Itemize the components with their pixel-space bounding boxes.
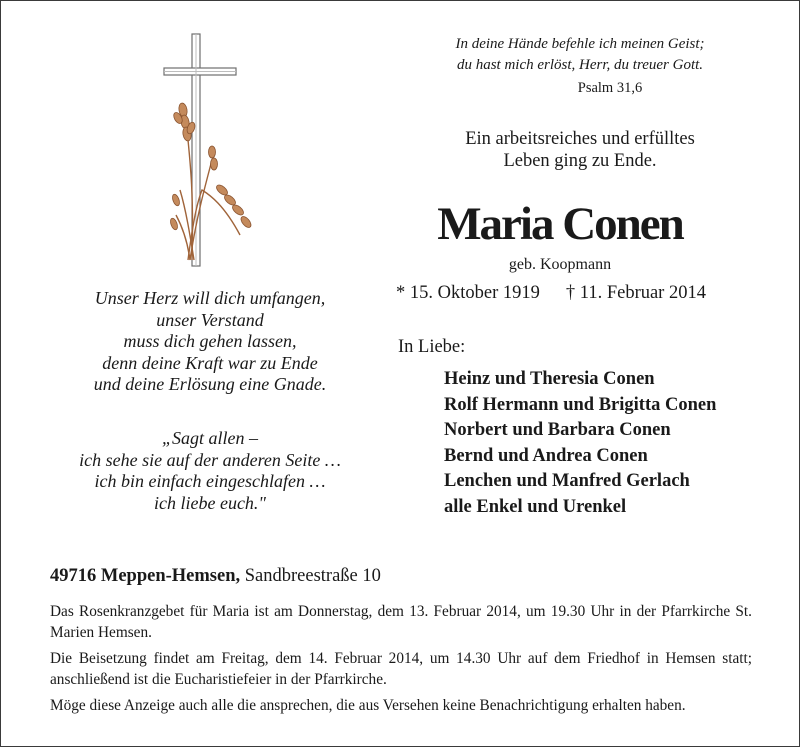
psalm-line: In deine Hände befehle ich meinen Geist; [455,36,705,52]
cross-with-wheat-icon [150,30,260,270]
quote-line: ich liebe euch." [153,492,266,513]
birth-date: * 15. Oktober 1919 [396,283,540,303]
family-member: Bernd und Andrea Conen [444,445,648,466]
family-member: alle Enkel und Urenkel [444,496,627,517]
death-date: † 11. Februar 2014 [565,283,706,303]
poem-line: muss dich gehen lassen, [123,331,297,351]
family-member: Lenchen und Manfred Gerlach [444,471,690,492]
psalm-reference: Psalm 31,6 [577,80,643,96]
family-list [444,367,716,521]
quote [50,428,370,514]
life-text [400,128,760,172]
family-member: Rolf Hermann und Brigitta Conen [444,394,717,415]
life-dates [396,283,706,304]
poem-line: denn deine Kraft war zu Ende [102,352,318,373]
address-city: 49716 Meppen-Hemsen, [50,566,241,586]
quote-line: ich bin einfach eingeschlafen … [94,471,326,491]
birth-name: geb. Koopmann [508,256,612,273]
life-text-line: Ein arbeitsreiches und erfülltes [465,129,695,149]
quote-line: ich sehe sie auf der anderen Seite … [79,449,341,470]
rosary-paragraph: Das Rosenkranzgebet für Maria ist am Donnerstag, dem 13. Februar 2014, um 19.30 Uhr in der Pfarrkirche St. Marien Hemsen. [50,603,752,641]
family-member: Heinz und Theresia Conen [444,369,655,389]
poem-line: und deine Erlösung eine Gnade. [93,374,327,394]
deceased-name: Maria Conen [437,198,683,250]
in-love-label: In Liebe: [398,337,466,357]
poem [50,288,370,396]
poem-line: unser Verstand [156,309,264,330]
burial-paragraph: Die Beisetzung findet am Freitag, dem 14. Februar 2014, um 14.30 Uhr auf dem Friedhof in Hemsen statt; anschließend ist die Eucharistiefeier in der Pfarrkirche. [50,650,752,688]
notice-paragraph: Möge diese Anzeige auch alle die ansprechen, die aus Versehen keine Benachrichtigung erhalten haben. [50,697,686,714]
quote-line: „Sagt allen – [161,428,258,448]
address-street: Sandbreestraße 10 [244,566,381,586]
life-text-line: Leben ging zu Ende. [503,151,657,171]
poem-line: Unser Herz will dich umfangen, [94,288,326,308]
address [50,566,381,587]
family-member: Norbert und Barbara Conen [444,420,671,441]
psalm-line: du hast mich erlöst, Herr, du treuer Gott. [456,57,704,73]
psalm-verse [400,34,760,76]
